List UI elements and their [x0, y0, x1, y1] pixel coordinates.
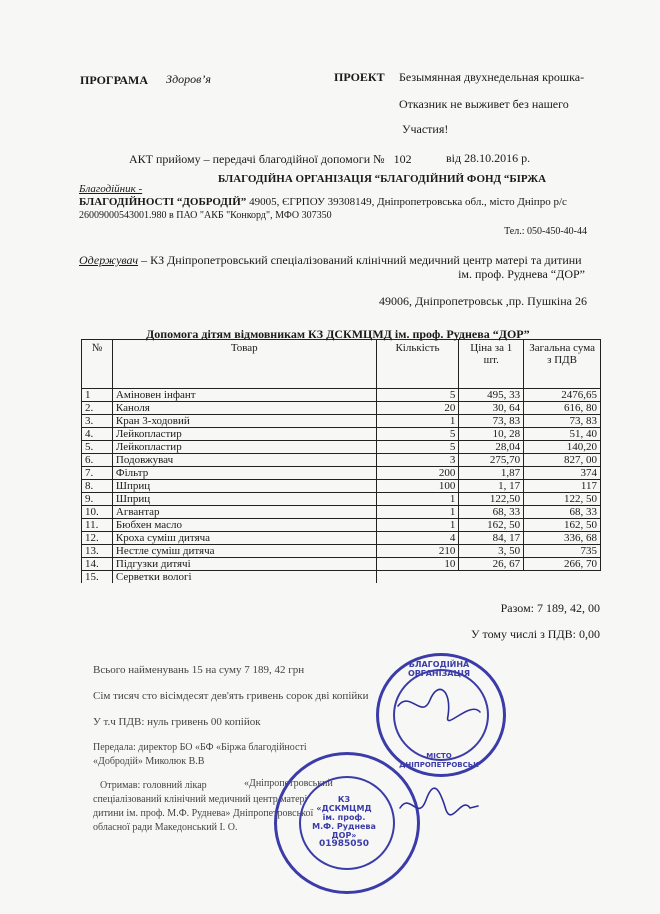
project-line-2: Отказник не выживет без нашего	[399, 97, 569, 111]
row-item-name: Шприц	[112, 493, 376, 506]
row-quantity: 4	[376, 532, 459, 545]
row-quantity: 5	[376, 389, 459, 402]
act-title-prefix: АКТ прийому – передачі благодійної допомоги №	[129, 152, 385, 166]
row-total: 68, 33	[524, 506, 601, 519]
donor-label: Благодійник -	[79, 183, 143, 195]
row-unit-price: 495, 33	[459, 389, 524, 402]
row-number: 9.	[82, 493, 113, 506]
row-unit-price: 26, 67	[459, 558, 524, 571]
received-line-1: Отримав: головний лікар	[100, 780, 207, 791]
row-unit-price: 28,04	[459, 441, 524, 454]
act-date: від 28.10.2016 р.	[446, 151, 531, 165]
row-unit-price: 84, 17	[459, 532, 524, 545]
hospital-stamp-code: 01985050	[318, 839, 370, 849]
foundation-stamp-top-text: БЛАГОДІЙНА ОРГАНІЗАЦІЯ	[407, 660, 471, 678]
act-number: 102	[393, 152, 412, 166]
row-unit-price: 68, 33	[459, 506, 524, 519]
row-item-name: Каноля	[112, 402, 376, 415]
hospital-stamp-center-text: КЗ «ДСКМЦМД ім. проф. М.Ф. Руднева ДОР»	[312, 795, 376, 840]
row-number: 7.	[82, 467, 113, 480]
row-number: 1	[82, 389, 113, 402]
row-unit-price: 1, 17	[459, 480, 524, 493]
row-unit-price: 3, 50	[459, 545, 524, 558]
row-quantity: 1	[376, 519, 459, 532]
row-total: 51, 40	[524, 428, 601, 441]
col-header-unit-price: Ціна за 1 шт.	[459, 340, 524, 389]
table-total: Разом: 7 189, 42, 00	[500, 601, 600, 615]
row-unit-price: 275,70	[459, 454, 524, 467]
row-quantity: 1	[376, 506, 459, 519]
row-item-name: Подовжувач	[112, 454, 376, 467]
row-number: 5.	[82, 441, 113, 454]
received-line-4: обласної ради Македонський І. О.	[93, 822, 238, 833]
summary-line-3: У т.ч ПДВ: нуль гривень 00 копійок	[93, 716, 261, 728]
row-number: 3.	[82, 415, 113, 428]
col-header-quantity: Кількість	[376, 340, 459, 389]
row-total: 266, 70	[524, 558, 601, 571]
row-unit-price: 73, 83	[459, 415, 524, 428]
donor-account: 26009000543001.980 в ПАО "АКБ "Конкорд", МФО 307350	[79, 210, 332, 221]
row-item-name: Лейкопластир	[112, 441, 376, 454]
row-number: 13.	[82, 545, 113, 558]
table-caption: Допомога дітям відмовникам КЗ ДСКМЦМД ім. проф. Руднева “ДОР”	[146, 327, 530, 341]
row-total: 2476,65	[524, 389, 601, 402]
row-quantity: 1	[376, 493, 459, 506]
row-unit-price: 1,87	[459, 467, 524, 480]
handed-line-1: Передала: директор БО «БФ «Біржа благодійності	[93, 742, 307, 753]
row-number: 12.	[82, 532, 113, 545]
row-total: 336, 68	[524, 532, 601, 545]
handed-line-2: «Добродій» Миколюк В.В	[93, 756, 205, 767]
row-item-name: Аміновен інфант	[112, 389, 376, 402]
row-unit-price: 122,50	[459, 493, 524, 506]
row-item-name: Крохa суміш дитяча	[112, 532, 376, 545]
row-total: 162, 50	[524, 519, 601, 532]
vat-total: У тому числі з ПДВ: 0,00	[471, 627, 600, 641]
col-header-total: Загальна сума з ПДВ	[524, 340, 601, 389]
row-unit-price: 162, 50	[459, 519, 524, 532]
recipient-line-2: ім. проф. Руднева “ДОР”	[458, 267, 585, 281]
row-number: 14.	[82, 558, 113, 571]
row-unit-price: 30, 64	[459, 402, 524, 415]
donor-phone: Тел.: 050-450-40-44	[504, 226, 587, 237]
recipient-address: 49006, Дніпропетровськ ,пр. Пушкіна 26	[379, 294, 587, 308]
received-line-1b: «Дніпропетровський	[244, 778, 333, 789]
row-total: 140,20	[524, 441, 601, 454]
donor-name-line-1: БЛАГОДІЙНА ОРГАНІЗАЦІЯ “БЛАГОДІЙНИЙ ФОНД “БІРЖА	[218, 173, 547, 185]
recipient-label: Одержувач	[79, 253, 139, 267]
row-total: 73, 83	[524, 415, 601, 428]
row-total: 827, 00	[524, 454, 601, 467]
program-label: ПРОГРАМА	[80, 73, 149, 87]
row-item-name: Агвантар	[112, 506, 376, 519]
col-header-item: Товар	[112, 340, 376, 389]
row-number: 10.	[82, 506, 113, 519]
summary-line-2: Сім тисяч сто вісімдесят дев'ять гривень сорок дві копійки	[93, 690, 369, 702]
row-item-name: Нестле суміш дитяча	[112, 545, 376, 558]
received-line-2: спеціалізований клінічний медичний центр матері	[93, 794, 308, 805]
row-quantity: 1	[376, 415, 459, 428]
row-quantity: 200	[376, 467, 459, 480]
row-quantity: 10	[376, 558, 459, 571]
col-header-number: №	[82, 340, 113, 389]
row-total: 117	[524, 480, 601, 493]
row-total: 122, 50	[524, 493, 601, 506]
foundation-stamp-bottom-text: МІСТО ДНІПРОПЕТРОВСЬК	[399, 752, 479, 769]
project-line-1: Безымянная двухнедельная крошка-	[399, 70, 585, 84]
row-number: 15.	[82, 571, 113, 584]
project-line-3: Участия!	[402, 122, 449, 136]
summary-line-1: Всього найменувань 15 на суму 7 189, 42 грн	[93, 664, 305, 676]
row-number: 8.	[82, 480, 113, 493]
donor-details: 49005, ЄГРПОУ 39308149, Дніпропетровська обл., місто Дніпро р/с	[249, 196, 567, 208]
row-number: 6.	[82, 454, 113, 467]
row-item-name: Серветки вологі	[112, 571, 376, 584]
signature-foundation	[398, 689, 480, 720]
row-item-name: Фільтр	[112, 467, 376, 480]
project-label: ПРОЕКТ	[334, 70, 385, 84]
signature-hospital	[400, 788, 478, 815]
row-quantity: 20	[376, 402, 459, 415]
row-quantity: 3	[376, 454, 459, 467]
row-item-name: Лейкопластир	[112, 428, 376, 441]
row-quantity: 5	[376, 428, 459, 441]
row-item-name: Підгузки дитячі	[112, 558, 376, 571]
row-total: 616, 80	[524, 402, 601, 415]
row-total: 735	[524, 545, 601, 558]
program-value: Здоров’я	[166, 72, 211, 86]
row-number: 4.	[82, 428, 113, 441]
row-quantity: 100	[376, 480, 459, 493]
row-total: 374	[524, 467, 601, 480]
row-item-name: Кран 3-ходовий	[112, 415, 376, 428]
row-quantity: 210	[376, 545, 459, 558]
received-line-3: дитини ім. проф. М.Ф. Руднева» Дніпропетровської	[93, 808, 314, 819]
row-number: 2.	[82, 402, 113, 415]
row-number: 11.	[82, 519, 113, 532]
row-quantity: 5	[376, 441, 459, 454]
row-unit-price: 10, 28	[459, 428, 524, 441]
donor-name-bold: БЛАГОДІЙНОСТІ “ДОБРОДІЙ”	[79, 196, 247, 208]
row-item-name: Шприц	[112, 480, 376, 493]
recipient-name: – КЗ Дніпропетровський спеціалізований клінічний медичний центр матері та дитини	[141, 253, 582, 267]
row-item-name: Бюбхен масло	[112, 519, 376, 532]
